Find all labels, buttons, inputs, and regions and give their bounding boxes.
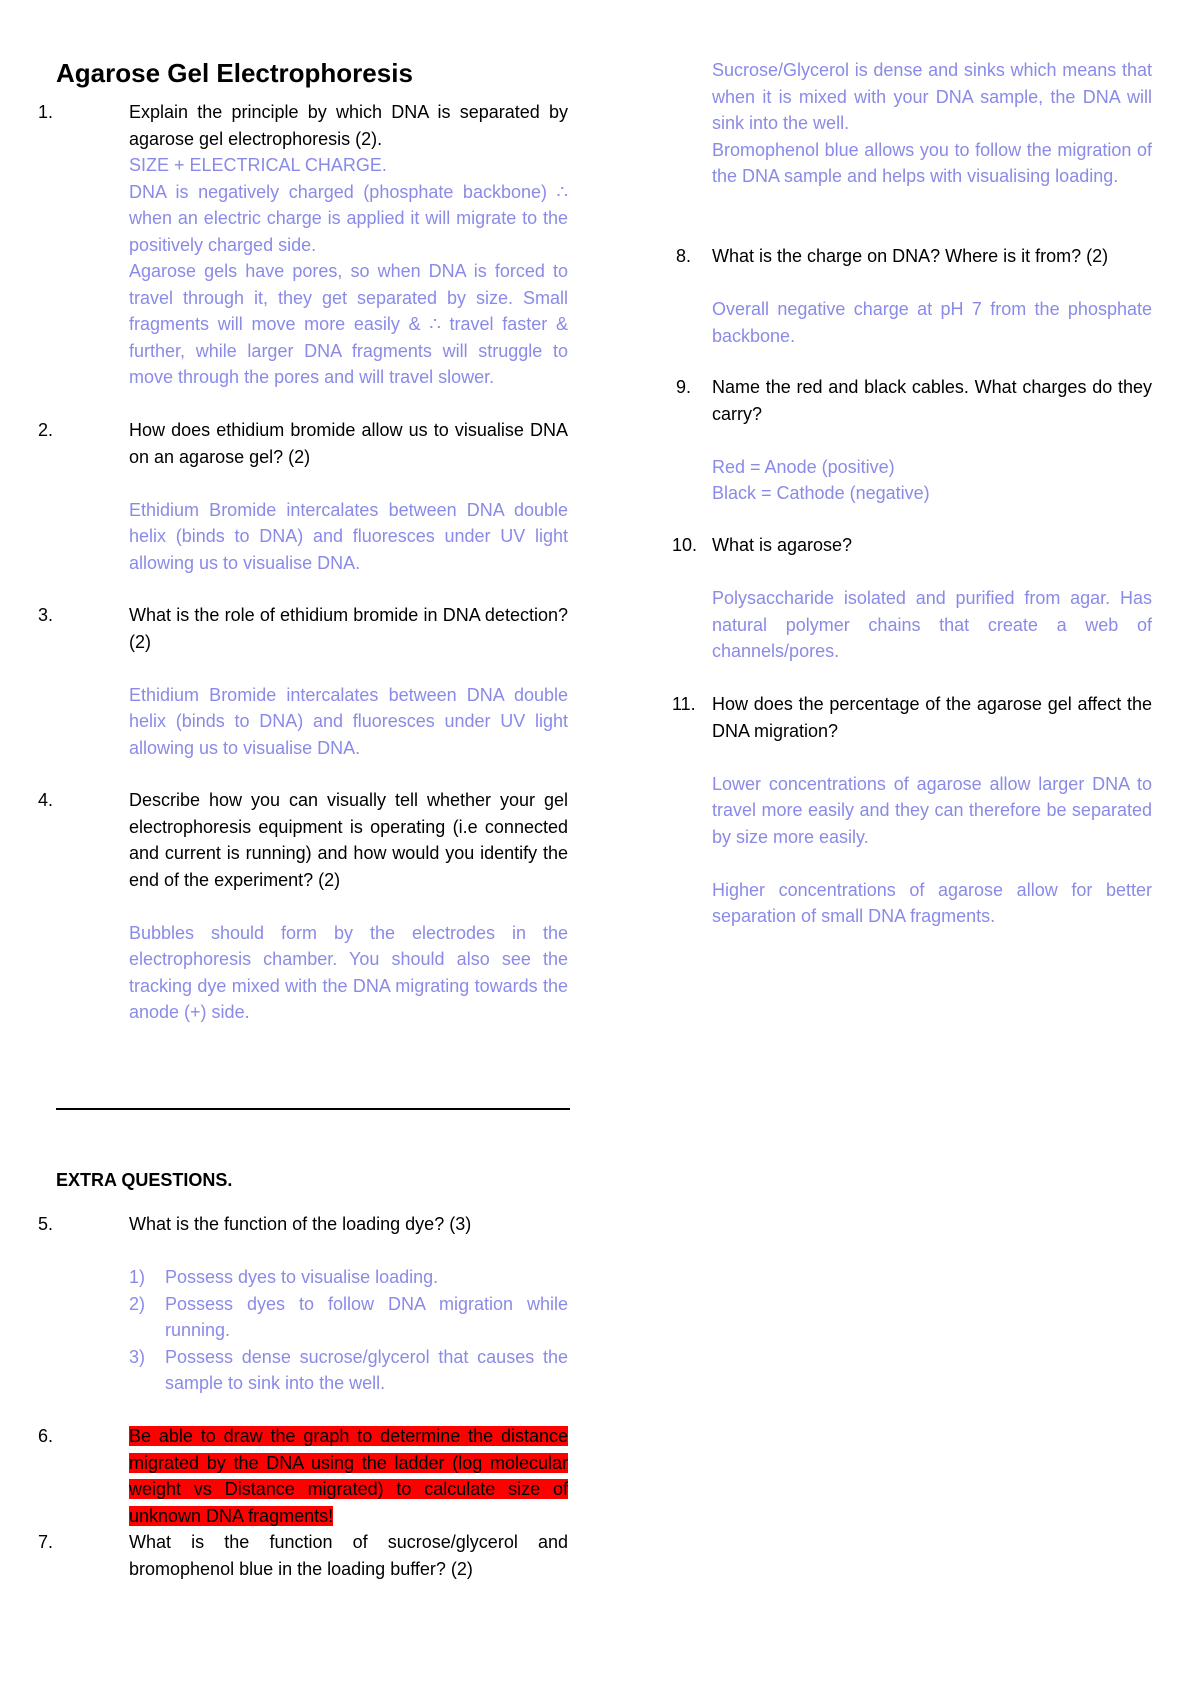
question-5 xyxy=(38,1211,568,1397)
answer-text: Black = Cathode (negative) xyxy=(712,483,930,503)
answer-text: Bromophenol blue allows you to follow the migration of the DNA sample and helps with visualising loading. xyxy=(712,139,1152,186)
answer-text: Red = Anode (positive) xyxy=(712,456,895,477)
answer-text: Higher concentrations of agarose allow for better separation of small DNA fragments. xyxy=(712,879,1152,926)
question-7 xyxy=(38,1529,568,1582)
question-6 xyxy=(38,1423,568,1529)
section-divider xyxy=(56,1108,570,1110)
question-number: 11. xyxy=(672,694,696,714)
answer-heading: SIZE + ELECTRICAL CHARGE. xyxy=(129,155,387,175)
answer-text: Bubbles should form by the electrodes in the electrophoresis chamber. You should also see the tracking dye mixed with the DNA migrating towards the anode (+) side. xyxy=(129,922,568,1022)
answer-text: Agarose gels have pores, so when DNA is forced to travel through it, they get separated by size. Small fragments will move more easily & ∴ travel faster & further, while larger DNA fragments will struggle to move through the pores and will travel slower. xyxy=(129,261,568,387)
question-number: 7. xyxy=(38,1532,54,1552)
question-number: 1. xyxy=(38,102,54,122)
question-10 xyxy=(672,532,1152,665)
question-text: What is the role of ethidium bromide in DNA detection? (2) xyxy=(129,605,568,652)
question-9 xyxy=(676,374,1152,507)
answer-text: Ethidium Bromide intercalates between DNA double helix (binds to DNA) and fluoresces under UV light allowing us to visualise DNA. xyxy=(129,499,568,573)
question-2 xyxy=(38,417,568,576)
answer-text: Polysaccharide isolated and purified from agar. Has natural polymer chains that create a web of channels/pores. xyxy=(712,588,1152,661)
question-4 xyxy=(38,787,568,1026)
question-text: What is agarose? xyxy=(712,535,853,555)
answer-text: Sucrose/Glycerol is dense and sinks which means that when it is mixed with your DNA sample, the DNA will sink into the well. xyxy=(712,60,1152,133)
question-3 xyxy=(38,602,568,761)
question-text: Name the red and black cables. What charges do they carry? xyxy=(712,377,1152,424)
highlighted-instruction: Be able to draw the graph to determine the distance migrated by the DNA using the ladder (log molecular weight vs Distance migrated) to calculate size of unknown DNA fragments! xyxy=(129,1426,568,1526)
answer-text: Overall negative charge at pH 7 from the phosphate backbone. xyxy=(712,299,1152,346)
answer-list-item: 2) Possess dyes to follow DNA migration while running. xyxy=(129,1293,568,1340)
answer-text: DNA is negatively charged (phosphate backbone) ∴ when an electric charge is applied it will migrate to the positively charged side. xyxy=(129,181,568,255)
question-number: 4. xyxy=(38,790,54,810)
answer-list-item: 3) Possess dense sucrose/glycerol that causes the sample to sink into the well. xyxy=(129,1346,568,1393)
answer-text: Lower concentrations of agarose allow larger DNA to travel more easily and they can therefore be separated by size more easily. xyxy=(712,773,1152,847)
question-11 xyxy=(672,691,1152,930)
question-number: 9. xyxy=(676,377,692,397)
question-7-answer xyxy=(712,57,1152,190)
question-8 xyxy=(676,243,1152,349)
question-number: 2. xyxy=(38,420,54,440)
question-text: What is the function of the loading dye? (3) xyxy=(129,1214,472,1234)
question-number: 3. xyxy=(38,605,54,625)
question-text: How does the percentage of the agarose gel affect the DNA migration? xyxy=(712,694,1152,741)
question-number: 10. xyxy=(672,535,698,555)
question-number: 8. xyxy=(676,246,692,266)
question-1 xyxy=(38,99,568,391)
question-number: 6. xyxy=(38,1426,54,1446)
page-title: Agarose Gel Electrophoresis xyxy=(56,58,413,88)
answer-list-item: 1) Possess dyes to visualise loading. xyxy=(129,1267,439,1287)
question-text: Explain the principle by which DNA is separated by agarose gel electrophoresis (2). xyxy=(129,102,568,149)
question-text: What is the function of sucrose/glycerol and bromophenol blue in the loading buffer? (2) xyxy=(129,1532,568,1579)
question-text: How does ethidium bromide allow us to visualise DNA on an agarose gel? (2) xyxy=(129,420,568,467)
answer-text: Ethidium Bromide intercalates between DNA double helix (binds to DNA) and fluoresces under UV light allowing us to visualise DNA. xyxy=(129,684,568,758)
extra-questions-heading: EXTRA QUESTIONS. xyxy=(56,1170,233,1190)
question-number: 5. xyxy=(38,1214,54,1234)
question-text: What is the charge on DNA? Where is it from? (2) xyxy=(712,246,1109,266)
question-text: Describe how you can visually tell whether your gel electrophoresis equipment is operating (i.e connected and current is running) and how would you identify the end of the experiment? (2) xyxy=(129,790,568,890)
